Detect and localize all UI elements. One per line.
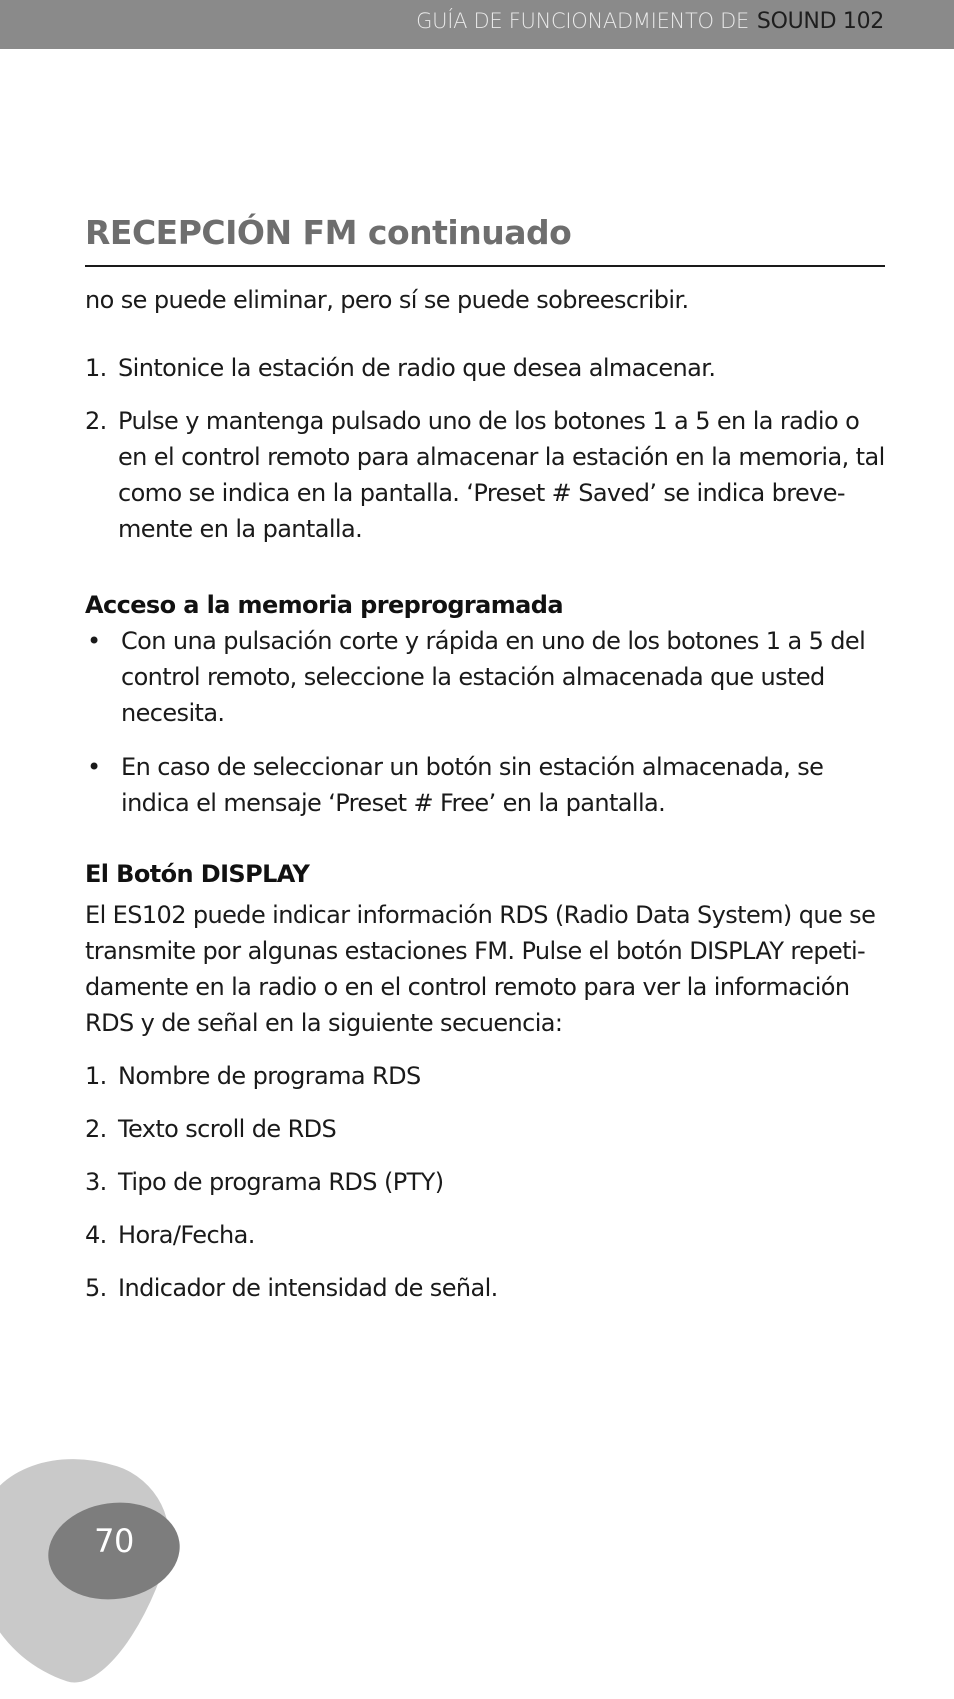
header-product: SOUND 102 (756, 9, 884, 34)
bullet-item (85, 623, 885, 731)
list-item (85, 403, 885, 547)
list-item (85, 350, 885, 386)
bullet-item-text: En caso de seleccionar un botón sin estación almacenada, se indica el mensaje ‘Preset # Free’ en la pantalla. (121, 753, 824, 817)
list-item-text: Texto scroll de RDS (118, 1115, 337, 1143)
list-marker: 1. (85, 1062, 107, 1090)
page-title: RECEPCIÓN FM continuado (85, 213, 572, 252)
header-bar (0, 0, 954, 49)
page-number: 70 (94, 1522, 134, 1560)
list-marker: 2. (85, 1115, 107, 1143)
list-item (85, 1270, 885, 1306)
list-item (85, 1164, 885, 1200)
list-marker: 3. (85, 1168, 107, 1196)
list-item-text: Sintonice la estación de radio que desea almacenar. (118, 354, 716, 382)
bullet-marker: • (87, 753, 101, 781)
bullet-item-text: Con una pulsación corte y rápida en uno de los botones 1 a 5 del control remoto, seleccione la estación almacenada que usted necesita. (121, 627, 866, 727)
preset-access-heading: Acceso a la memoria preprogramada (85, 591, 563, 619)
list-item-text: Tipo de programa RDS (PTY) (118, 1168, 444, 1196)
rds-sequence-list (85, 1058, 885, 1306)
store-steps-list (85, 350, 885, 547)
header-prefix: GUÍA DE FUNCIONADMIENTO DE (416, 9, 749, 33)
list-item (85, 1058, 885, 1094)
title-rule (85, 265, 885, 267)
display-button-heading: El Botón DISPLAY (85, 860, 310, 888)
bullet-marker: • (87, 627, 101, 655)
list-item (85, 1217, 885, 1253)
list-marker: 1. (85, 354, 107, 382)
intro-text: no se puede eliminar, pero sí se puede sobreescribir. (85, 286, 689, 314)
list-item-text: Indicador de intensidad de señal. (118, 1274, 498, 1302)
list-marker: 2. (85, 407, 107, 435)
list-item (85, 1111, 885, 1147)
display-button-paragraph: El ES102 puede indicar información RDS (Radio Data System) que se transmite por algunas estaciones FM. Pulse el botón DISPLAY repeti-damente en la radio o en el control remoto para ver la información RDS y de señal en la siguiente secuencia: (85, 901, 876, 1037)
bullet-item (85, 749, 885, 821)
list-marker: 5. (85, 1274, 107, 1302)
preset-access-bullets (85, 623, 885, 821)
list-item-text: Hora/Fecha. (118, 1221, 255, 1249)
list-item-text: Pulse y mantenga pulsado uno de los botones 1 a 5 en la radio o en el control remoto para almacenar la estación en la memoria, tal como se indica en la pantalla. ‘Preset # Saved’ se indica breve-mente en la pantalla. (118, 407, 885, 543)
list-item-text: Nombre de programa RDS (118, 1062, 421, 1090)
running-header (416, 9, 884, 34)
list-marker: 4. (85, 1221, 107, 1249)
